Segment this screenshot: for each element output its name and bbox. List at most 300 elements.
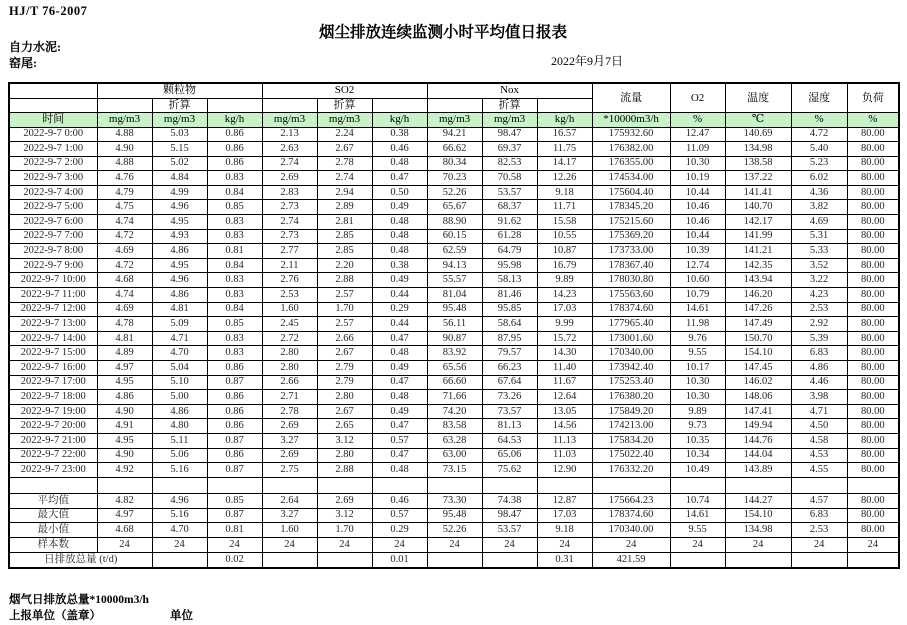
- cell-value: 10.30: [670, 375, 725, 390]
- cell-value: 80.34: [427, 156, 482, 171]
- cell-time: 2022-9-7 9:00: [9, 258, 97, 273]
- summary-value: 24: [152, 538, 207, 553]
- cell-time: 2022-9-7 2:00: [9, 156, 97, 171]
- cell-value: 10.87: [537, 244, 592, 259]
- cell-value: 147.41: [725, 404, 791, 419]
- daily-total-value: [791, 552, 847, 567]
- table-row: [9, 142, 899, 157]
- summary-value: 24: [427, 538, 482, 553]
- summary-value: 24: [791, 538, 847, 553]
- cell-value: 71.66: [427, 390, 482, 405]
- cell-value: 95.85: [482, 302, 537, 317]
- cell-value: 14.17: [537, 156, 592, 171]
- cell-value: 81.13: [482, 419, 537, 434]
- cell-value: 55.57: [427, 273, 482, 288]
- cell-value: 3.82: [791, 200, 847, 215]
- cell-value: 3.27: [262, 433, 317, 448]
- cell-value: 10.46: [670, 215, 725, 230]
- cell-value: 15.72: [537, 331, 592, 346]
- cell-time: 2022-9-7 12:00: [9, 302, 97, 317]
- cell-value: 4.88: [97, 156, 152, 171]
- cell-value: 10.79: [670, 288, 725, 303]
- daily-total-value: [847, 552, 899, 567]
- cell-value: 175932.60: [592, 127, 670, 142]
- summary-value: 134.98: [725, 523, 791, 538]
- cell-value: 9.18: [537, 185, 592, 200]
- cell-value: 80.00: [847, 302, 899, 317]
- cell-value: 5.02: [152, 156, 207, 171]
- cell-value: 4.95: [97, 375, 152, 390]
- cell-value: 173001.60: [592, 331, 670, 346]
- summary-value: 3.12: [317, 508, 372, 523]
- table-row: [9, 244, 899, 259]
- cell-value: 64.79: [482, 244, 537, 259]
- cell-value: 178030.80: [592, 273, 670, 288]
- cell-time: 2022-9-7 3:00: [9, 171, 97, 186]
- cell-value: 0.86: [207, 448, 262, 463]
- cell-value: 6.83: [791, 346, 847, 361]
- pm-unit-kgh: kg/h: [207, 113, 262, 128]
- cell-value: 2.63: [262, 142, 317, 157]
- cell-value: 0.48: [372, 215, 427, 230]
- cell-value: 5.31: [791, 229, 847, 244]
- cell-value: 148.06: [725, 390, 791, 405]
- cell-value: 144.04: [725, 448, 791, 463]
- cell-value: 4.90: [97, 404, 152, 419]
- cell-value: 4.86: [791, 361, 847, 376]
- cell-value: 2.72: [262, 331, 317, 346]
- cell-value: 16.79: [537, 258, 592, 273]
- cell-value: 0.48: [372, 156, 427, 171]
- cell-value: 2.53: [791, 302, 847, 317]
- table-row: [9, 463, 899, 478]
- cell-value: 80.00: [847, 156, 899, 171]
- cell-value: 56.11: [427, 317, 482, 332]
- cell-value: 5.03: [152, 127, 207, 142]
- cell-value: 175834.20: [592, 433, 670, 448]
- summary-value: 24: [482, 538, 537, 553]
- cell-value: 2.81: [317, 215, 372, 230]
- cell-value: 141.99: [725, 229, 791, 244]
- cell-time: 2022-9-7 7:00: [9, 229, 97, 244]
- doc-code: HJ/T 76-2007: [9, 4, 88, 18]
- summary-value: 0.29: [372, 523, 427, 538]
- cell-value: 9.99: [537, 317, 592, 332]
- cell-value: 2.67: [317, 404, 372, 419]
- cell-value: 81.46: [482, 288, 537, 303]
- cell-value: 0.47: [372, 419, 427, 434]
- cell-value: 12.74: [670, 258, 725, 273]
- pm-converted-header: 折算: [152, 98, 207, 113]
- summary-label: 最大值: [9, 508, 97, 523]
- cell-time: 2022-9-7 10:00: [9, 273, 97, 288]
- summary-value: 80.00: [847, 508, 899, 523]
- pm-unit-mg-converted: mg/m3: [152, 113, 207, 128]
- spacer-cell: [207, 477, 262, 493]
- cell-value: 146.20: [725, 288, 791, 303]
- summary-value: 2.64: [262, 493, 317, 508]
- summary-value: 24: [97, 538, 152, 553]
- cell-value: 2.24: [317, 127, 372, 142]
- cell-value: 81.04: [427, 288, 482, 303]
- cell-value: 10.46: [670, 200, 725, 215]
- cell-value: 82.53: [482, 156, 537, 171]
- cell-value: 0.48: [372, 244, 427, 259]
- cell-value: 80.00: [847, 288, 899, 303]
- cell-time: 2022-9-7 16:00: [9, 361, 97, 376]
- cell-value: 11.75: [537, 142, 592, 157]
- table-row: [9, 273, 899, 288]
- cell-value: 9.76: [670, 331, 725, 346]
- cell-value: 0.84: [207, 258, 262, 273]
- spacer-cell: [317, 477, 372, 493]
- cell-value: 0.86: [207, 390, 262, 405]
- cell-value: 4.88: [97, 127, 152, 142]
- cell-value: 154.10: [725, 346, 791, 361]
- cell-value: 0.86: [207, 419, 262, 434]
- cell-value: 80.00: [847, 171, 899, 186]
- cell-value: 65.67: [427, 200, 482, 215]
- cell-time: 2022-9-7 6:00: [9, 215, 97, 230]
- spacer-cell: [262, 477, 317, 493]
- table-row: [9, 185, 899, 200]
- group-header-so2: SO2: [262, 83, 427, 98]
- summary-label: 样本数: [9, 538, 97, 553]
- cell-value: 66.62: [427, 142, 482, 157]
- cell-value: 2.71: [262, 390, 317, 405]
- cell-value: 0.87: [207, 433, 262, 448]
- header-group-row: [9, 83, 899, 98]
- cell-value: 14.30: [537, 346, 592, 361]
- spacer-cell: [725, 477, 791, 493]
- flow-unit: *10000m3/h: [592, 113, 670, 128]
- cell-value: 0.49: [372, 273, 427, 288]
- cell-value: 91.62: [482, 215, 537, 230]
- nox-unit-kgh: kg/h: [537, 113, 592, 128]
- cell-value: 176382.00: [592, 142, 670, 157]
- cell-value: 2.67: [317, 142, 372, 157]
- cell-value: 5.06: [152, 448, 207, 463]
- cell-value: 94.13: [427, 258, 482, 273]
- cell-value: 79.57: [482, 346, 537, 361]
- so2-unit-mg-converted: mg/m3: [317, 113, 372, 128]
- cell-value: 80.00: [847, 419, 899, 434]
- cell-value: 4.53: [791, 448, 847, 463]
- cell-value: 1.60: [262, 302, 317, 317]
- cell-value: 61.28: [482, 229, 537, 244]
- cell-time: 2022-9-7 8:00: [9, 244, 97, 259]
- summary-value: 80.00: [847, 523, 899, 538]
- col-header-o2: O2: [670, 83, 725, 113]
- report-unit-label: 上报单位（盖章）: [9, 610, 101, 622]
- cell-value: 5.40: [791, 142, 847, 157]
- cell-value: 80.00: [847, 273, 899, 288]
- flow-note: 烟气日排放总量*10000m3/h: [9, 594, 149, 606]
- cell-value: 140.69: [725, 127, 791, 142]
- cell-value: 0.86: [207, 127, 262, 142]
- cell-value: 80.00: [847, 375, 899, 390]
- table-row: [9, 171, 899, 186]
- cell-value: 0.44: [372, 317, 427, 332]
- cell-value: 75.62: [482, 463, 537, 478]
- cell-value: 80.00: [847, 142, 899, 157]
- cell-value: 4.69: [97, 244, 152, 259]
- cell-value: 63.00: [427, 448, 482, 463]
- summary-value: 1.70: [317, 523, 372, 538]
- cell-value: 2.85: [317, 244, 372, 259]
- cell-value: 9.55: [670, 346, 725, 361]
- cell-value: 62.59: [427, 244, 482, 259]
- cell-value: 64.53: [482, 433, 537, 448]
- cell-value: 0.49: [372, 404, 427, 419]
- cell-value: 90.87: [427, 331, 482, 346]
- cell-time: 2022-9-7 14:00: [9, 331, 97, 346]
- cell-value: 4.79: [97, 185, 152, 200]
- cell-value: 2.92: [791, 317, 847, 332]
- cell-time: 2022-9-7 22:00: [9, 448, 97, 463]
- cell-value: 142.17: [725, 215, 791, 230]
- summary-value: 4.97: [97, 508, 152, 523]
- cell-value: 4.90: [97, 448, 152, 463]
- summary-value: 0.81: [207, 523, 262, 538]
- cell-value: 10.35: [670, 433, 725, 448]
- cell-value: 9.89: [670, 404, 725, 419]
- table-row: [9, 215, 899, 230]
- cell-value: 5.23: [791, 156, 847, 171]
- cell-value: 134.98: [725, 142, 791, 157]
- summary-value: 73.30: [427, 493, 482, 508]
- spacer-cell: [847, 477, 899, 493]
- summary-value: 95.48: [427, 508, 482, 523]
- cell-value: 3.52: [791, 258, 847, 273]
- cell-value: 2.69: [262, 419, 317, 434]
- cell-value: 4.81: [97, 331, 152, 346]
- cell-value: 14.56: [537, 419, 592, 434]
- col-header-temperature: 温度: [725, 83, 791, 113]
- cell-value: 80.00: [847, 229, 899, 244]
- cell-value: 5.11: [152, 433, 207, 448]
- cell-value: 83.58: [427, 419, 482, 434]
- cell-value: 5.00: [152, 390, 207, 405]
- cell-value: 0.47: [372, 171, 427, 186]
- cell-value: 14.23: [537, 288, 592, 303]
- cell-value: 175604.40: [592, 185, 670, 200]
- cell-value: 4.58: [791, 433, 847, 448]
- summary-value: 3.27: [262, 508, 317, 523]
- cell-value: 73.15: [427, 463, 482, 478]
- cell-value: 4.95: [97, 433, 152, 448]
- summary-value: 14.61: [670, 508, 725, 523]
- cell-value: 0.85: [207, 317, 262, 332]
- cell-value: 0.83: [207, 288, 262, 303]
- cell-value: 174213.00: [592, 419, 670, 434]
- summary-value: 98.47: [482, 508, 537, 523]
- cell-value: 2.73: [262, 229, 317, 244]
- nox-converted-header: 折算: [482, 98, 537, 113]
- cell-value: 4.81: [152, 302, 207, 317]
- cell-value: 2.57: [317, 288, 372, 303]
- cell-value: 0.57: [372, 433, 427, 448]
- cell-value: 0.87: [207, 375, 262, 390]
- summary-value: 175664.23: [592, 493, 670, 508]
- cell-value: 0.48: [372, 390, 427, 405]
- cell-value: 10.39: [670, 244, 725, 259]
- daily-total-value: 0.01: [372, 552, 427, 567]
- cell-value: 2.94: [317, 185, 372, 200]
- cell-value: 69.37: [482, 142, 537, 157]
- summary-value: 12.87: [537, 493, 592, 508]
- cell-value: 4.86: [152, 288, 207, 303]
- cell-value: 4.90: [97, 142, 152, 157]
- cell-value: 12.64: [537, 390, 592, 405]
- cell-value: 73.57: [482, 404, 537, 419]
- cell-value: 2.45: [262, 317, 317, 332]
- cell-value: 176380.20: [592, 390, 670, 405]
- cell-value: 4.89: [97, 346, 152, 361]
- spacer-cell: [537, 477, 592, 493]
- cell-value: 5.10: [152, 375, 207, 390]
- cell-value: 149.94: [725, 419, 791, 434]
- cell-value: 11.09: [670, 142, 725, 157]
- cell-value: 4.72: [97, 258, 152, 273]
- cell-value: 147.49: [725, 317, 791, 332]
- summary-label: 平均值: [9, 493, 97, 508]
- cell-value: 11.13: [537, 433, 592, 448]
- cell-value: 178345.20: [592, 200, 670, 215]
- cell-value: 80.00: [847, 200, 899, 215]
- summary-value: 24: [670, 538, 725, 553]
- table-row: [9, 302, 899, 317]
- daily-total-row: [9, 552, 899, 567]
- cell-value: 66.60: [427, 375, 482, 390]
- cell-time: 2022-9-7 21:00: [9, 433, 97, 448]
- cell-value: 80.00: [847, 346, 899, 361]
- cell-value: 4.74: [97, 215, 152, 230]
- cell-value: 5.16: [152, 463, 207, 478]
- table-row: [9, 433, 899, 448]
- cell-value: 3.12: [317, 433, 372, 448]
- cell-value: 0.84: [207, 302, 262, 317]
- load-unit: %: [847, 113, 899, 128]
- cell-value: 2.78: [262, 404, 317, 419]
- cell-value: 4.95: [152, 215, 207, 230]
- cell-value: 11.03: [537, 448, 592, 463]
- summary-value: 0.87: [207, 508, 262, 523]
- cell-value: 2.66: [262, 375, 317, 390]
- cell-value: 80.00: [847, 404, 899, 419]
- cell-value: 10.44: [670, 229, 725, 244]
- cell-value: 2.77: [262, 244, 317, 259]
- cell-value: 12.90: [537, 463, 592, 478]
- cell-value: 141.41: [725, 185, 791, 200]
- cell-value: 4.92: [97, 463, 152, 478]
- summary-row: [9, 523, 899, 538]
- table-row: [9, 258, 899, 273]
- cell-value: 0.50: [372, 185, 427, 200]
- cell-value: 11.71: [537, 200, 592, 215]
- cell-time: 2022-9-7 1:00: [9, 142, 97, 157]
- summary-value: 4.68: [97, 523, 152, 538]
- cell-value: 5.15: [152, 142, 207, 157]
- cell-value: 2.76: [262, 273, 317, 288]
- cell-value: 80.00: [847, 244, 899, 259]
- cell-value: 52.26: [427, 185, 482, 200]
- report-date: 2022年9月7日: [551, 54, 624, 68]
- cell-value: 150.70: [725, 331, 791, 346]
- cell-value: 4.97: [97, 361, 152, 376]
- cell-value: 80.00: [847, 433, 899, 448]
- cell-value: 12.47: [670, 127, 725, 142]
- cell-value: 80.00: [847, 127, 899, 142]
- summary-value: 0.85: [207, 493, 262, 508]
- cell-value: 87.95: [482, 331, 537, 346]
- summary-value: 80.00: [847, 493, 899, 508]
- cell-value: 2.74: [317, 171, 372, 186]
- cell-value: 5.04: [152, 361, 207, 376]
- cell-time: 2022-9-7 5:00: [9, 200, 97, 215]
- cell-value: 4.86: [152, 244, 207, 259]
- cell-value: 175215.60: [592, 215, 670, 230]
- cell-value: 2.67: [317, 346, 372, 361]
- summary-value: 10.74: [670, 493, 725, 508]
- spacer-cell: [791, 477, 847, 493]
- daily-total-value: 421.59: [592, 552, 670, 567]
- cell-value: 2.80: [262, 361, 317, 376]
- cell-value: 0.83: [207, 331, 262, 346]
- cell-value: 10.34: [670, 448, 725, 463]
- cell-value: 2.85: [317, 229, 372, 244]
- cell-value: 98.47: [482, 127, 537, 142]
- cell-value: 173942.40: [592, 361, 670, 376]
- summary-value: 0.57: [372, 508, 427, 523]
- cell-time: 2022-9-7 4:00: [9, 185, 97, 200]
- cell-value: 2.89: [317, 200, 372, 215]
- cell-value: 5.33: [791, 244, 847, 259]
- cell-value: 177965.40: [592, 317, 670, 332]
- cell-value: 5.39: [791, 331, 847, 346]
- cell-value: 4.36: [791, 185, 847, 200]
- cell-value: 4.68: [97, 273, 152, 288]
- summary-value: 74.38: [482, 493, 537, 508]
- cell-value: 4.55: [791, 463, 847, 478]
- summary-value: 2.53: [791, 523, 847, 538]
- daily-total-label: 日排放总量 (t/d): [9, 552, 152, 567]
- cell-value: 80.00: [847, 331, 899, 346]
- table-row: [9, 419, 899, 434]
- cell-value: 4.96: [152, 200, 207, 215]
- cell-value: 9.73: [670, 419, 725, 434]
- cell-value: 0.83: [207, 171, 262, 186]
- col-header-humidity: 湿度: [791, 83, 847, 113]
- company-label: 自力水泥:: [9, 40, 61, 54]
- cell-time: 2022-9-7 23:00: [9, 463, 97, 478]
- cell-value: 9.89: [537, 273, 592, 288]
- cell-value: 4.71: [152, 331, 207, 346]
- cell-value: 11.67: [537, 375, 592, 390]
- cell-value: 4.99: [152, 185, 207, 200]
- time-header-spacer-1: [9, 83, 97, 98]
- cell-value: 80.00: [847, 317, 899, 332]
- cell-value: 178374.60: [592, 302, 670, 317]
- cell-value: 2.65: [317, 419, 372, 434]
- cell-value: 2.80: [317, 390, 372, 405]
- spacer-row: [9, 477, 899, 493]
- cell-value: 80.00: [847, 185, 899, 200]
- cell-value: 74.20: [427, 404, 482, 419]
- cell-value: 143.89: [725, 463, 791, 478]
- summary-value: 24: [725, 538, 791, 553]
- summary-value: 24: [847, 538, 899, 553]
